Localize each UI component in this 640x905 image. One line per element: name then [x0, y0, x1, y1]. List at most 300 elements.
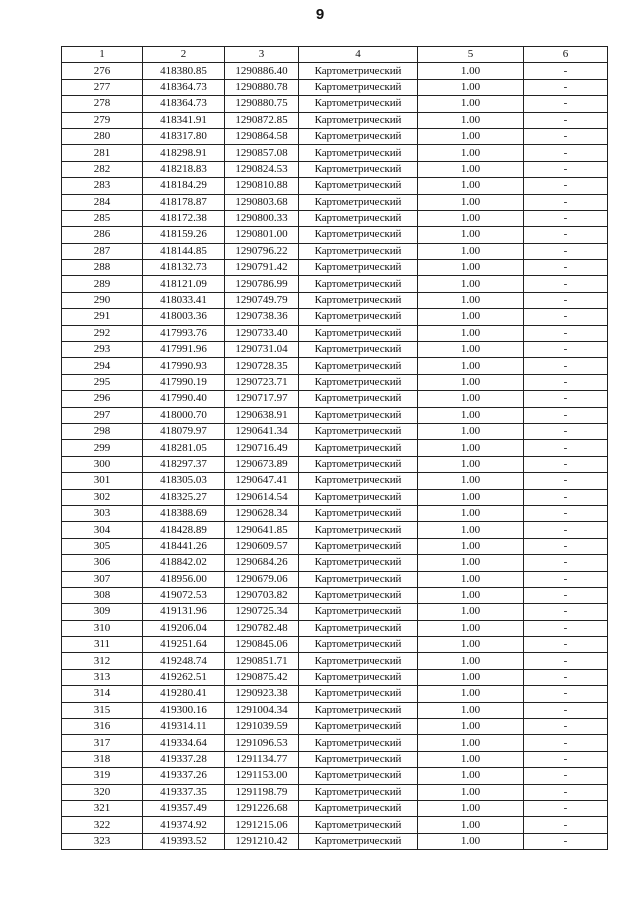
- point-number-cell: 299: [62, 440, 143, 456]
- x-coordinate-cell: 418184.29: [143, 178, 225, 194]
- y-coordinate-cell: 1290864.58: [225, 128, 299, 144]
- table-row: [62, 260, 608, 276]
- table-row: [62, 276, 608, 292]
- table-row: [62, 309, 608, 325]
- table-row: [62, 620, 608, 636]
- y-coordinate-cell: 1290800.33: [225, 210, 299, 226]
- point-number-cell: 309: [62, 604, 143, 620]
- point-number-cell: 305: [62, 538, 143, 554]
- table-row: [62, 637, 608, 653]
- y-coordinate-cell: 1290810.88: [225, 178, 299, 194]
- method-cell: Картометрический: [299, 637, 418, 653]
- y-coordinate-cell: 1290738.36: [225, 309, 299, 325]
- y-coordinate-cell: 1291004.34: [225, 702, 299, 718]
- table-row: [62, 489, 608, 505]
- accuracy-cell: 1.00: [418, 128, 524, 144]
- point-number-cell: 294: [62, 358, 143, 374]
- y-coordinate-cell: 1290638.91: [225, 407, 299, 423]
- note-cell: -: [524, 522, 608, 538]
- method-cell: Картометрический: [299, 653, 418, 669]
- point-number-cell: 318: [62, 751, 143, 767]
- x-coordinate-cell: 419251.64: [143, 637, 225, 653]
- accuracy-cell: 1.00: [418, 325, 524, 341]
- x-coordinate-cell: 419357.49: [143, 800, 225, 816]
- point-number-cell: 277: [62, 79, 143, 95]
- note-cell: -: [524, 112, 608, 128]
- point-number-cell: 314: [62, 686, 143, 702]
- y-coordinate-cell: 1291153.00: [225, 768, 299, 784]
- method-cell: Картометрический: [299, 391, 418, 407]
- accuracy-cell: 1.00: [418, 342, 524, 358]
- note-cell: -: [524, 669, 608, 685]
- table-body: [62, 63, 608, 850]
- note-cell: -: [524, 423, 608, 439]
- note-cell: -: [524, 637, 608, 653]
- accuracy-cell: 1.00: [418, 194, 524, 210]
- note-cell: -: [524, 63, 608, 79]
- x-coordinate-cell: 418003.36: [143, 309, 225, 325]
- point-number-cell: 301: [62, 473, 143, 489]
- y-coordinate-cell: 1291134.77: [225, 751, 299, 767]
- method-cell: Картометрический: [299, 571, 418, 587]
- accuracy-cell: 1.00: [418, 227, 524, 243]
- point-number-cell: 290: [62, 292, 143, 308]
- column-header: 3: [225, 47, 299, 63]
- table-row: [62, 210, 608, 226]
- method-cell: Картометрический: [299, 374, 418, 390]
- y-coordinate-cell: 1290791.42: [225, 260, 299, 276]
- note-cell: -: [524, 260, 608, 276]
- x-coordinate-cell: 418428.89: [143, 522, 225, 538]
- method-cell: Картометрический: [299, 555, 418, 571]
- method-cell: Картометрический: [299, 538, 418, 554]
- point-number-cell: 276: [62, 63, 143, 79]
- point-number-cell: 323: [62, 833, 143, 849]
- x-coordinate-cell: 419280.41: [143, 686, 225, 702]
- table-row: [62, 292, 608, 308]
- table-row: [62, 555, 608, 571]
- method-cell: Картометрический: [299, 473, 418, 489]
- x-coordinate-cell: 418364.73: [143, 96, 225, 112]
- y-coordinate-cell: 1290673.89: [225, 456, 299, 472]
- point-number-cell: 311: [62, 637, 143, 653]
- method-cell: Картометрический: [299, 358, 418, 374]
- y-coordinate-cell: 1290923.38: [225, 686, 299, 702]
- note-cell: -: [524, 538, 608, 554]
- y-coordinate-cell: 1291096.53: [225, 735, 299, 751]
- method-cell: Картометрический: [299, 325, 418, 341]
- point-number-cell: 315: [62, 702, 143, 718]
- method-cell: Картометрический: [299, 669, 418, 685]
- accuracy-cell: 1.00: [418, 637, 524, 653]
- point-number-cell: 303: [62, 505, 143, 521]
- method-cell: Картометрический: [299, 784, 418, 800]
- note-cell: -: [524, 768, 608, 784]
- note-cell: -: [524, 604, 608, 620]
- method-cell: Картометрический: [299, 735, 418, 751]
- accuracy-cell: 1.00: [418, 653, 524, 669]
- x-coordinate-cell: 418218.83: [143, 161, 225, 177]
- point-number-cell: 285: [62, 210, 143, 226]
- note-cell: -: [524, 784, 608, 800]
- method-cell: Картометрический: [299, 178, 418, 194]
- accuracy-cell: 1.00: [418, 555, 524, 571]
- method-cell: Картометрический: [299, 833, 418, 849]
- x-coordinate-cell: 419262.51: [143, 669, 225, 685]
- y-coordinate-cell: 1290875.42: [225, 669, 299, 685]
- note-cell: -: [524, 702, 608, 718]
- x-coordinate-cell: 418281.05: [143, 440, 225, 456]
- method-cell: Картометрический: [299, 128, 418, 144]
- table-row: [62, 178, 608, 194]
- x-coordinate-cell: 419393.52: [143, 833, 225, 849]
- note-cell: -: [524, 587, 608, 603]
- y-coordinate-cell: 1290723.71: [225, 374, 299, 390]
- note-cell: -: [524, 374, 608, 390]
- table-row: [62, 505, 608, 521]
- x-coordinate-cell: 417993.76: [143, 325, 225, 341]
- x-coordinate-cell: 417990.19: [143, 374, 225, 390]
- table-row: [62, 227, 608, 243]
- x-coordinate-cell: 417990.93: [143, 358, 225, 374]
- table-row: [62, 653, 608, 669]
- table-header-row: [62, 47, 608, 63]
- coordinates-table: [61, 46, 608, 850]
- y-coordinate-cell: 1290725.34: [225, 604, 299, 620]
- point-number-cell: 310: [62, 620, 143, 636]
- point-number-cell: 304: [62, 522, 143, 538]
- y-coordinate-cell: 1290679.06: [225, 571, 299, 587]
- y-coordinate-cell: 1290872.85: [225, 112, 299, 128]
- table-row: [62, 374, 608, 390]
- method-cell: Картометрический: [299, 309, 418, 325]
- table-row: [62, 440, 608, 456]
- table-row: [62, 702, 608, 718]
- method-cell: Картометрический: [299, 817, 418, 833]
- point-number-cell: 320: [62, 784, 143, 800]
- method-cell: Картометрический: [299, 719, 418, 735]
- table-row: [62, 571, 608, 587]
- y-coordinate-cell: 1290796.22: [225, 243, 299, 259]
- y-coordinate-cell: 1290749.79: [225, 292, 299, 308]
- x-coordinate-cell: 418364.73: [143, 79, 225, 95]
- x-coordinate-cell: 418079.97: [143, 423, 225, 439]
- point-number-cell: 295: [62, 374, 143, 390]
- accuracy-cell: 1.00: [418, 751, 524, 767]
- accuracy-cell: 1.00: [418, 538, 524, 554]
- x-coordinate-cell: 419206.04: [143, 620, 225, 636]
- x-coordinate-cell: 418033.41: [143, 292, 225, 308]
- point-number-cell: 302: [62, 489, 143, 505]
- y-coordinate-cell: 1291039.59: [225, 719, 299, 735]
- table-row: [62, 145, 608, 161]
- table-row: [62, 833, 608, 849]
- note-cell: -: [524, 800, 608, 816]
- x-coordinate-cell: 418341.91: [143, 112, 225, 128]
- point-number-cell: 322: [62, 817, 143, 833]
- table-row: [62, 538, 608, 554]
- column-header: 6: [524, 47, 608, 63]
- accuracy-cell: 1.00: [418, 276, 524, 292]
- accuracy-cell: 1.00: [418, 112, 524, 128]
- x-coordinate-cell: 419337.35: [143, 784, 225, 800]
- note-cell: -: [524, 391, 608, 407]
- accuracy-cell: 1.00: [418, 604, 524, 620]
- point-number-cell: 278: [62, 96, 143, 112]
- table-row: [62, 161, 608, 177]
- point-number-cell: 286: [62, 227, 143, 243]
- note-cell: -: [524, 342, 608, 358]
- point-number-cell: 283: [62, 178, 143, 194]
- y-coordinate-cell: 1290880.78: [225, 79, 299, 95]
- accuracy-cell: 1.00: [418, 391, 524, 407]
- method-cell: Картометрический: [299, 800, 418, 816]
- method-cell: Картометрический: [299, 522, 418, 538]
- table-row: [62, 112, 608, 128]
- method-cell: Картометрический: [299, 161, 418, 177]
- table-row: [62, 768, 608, 784]
- method-cell: Картометрический: [299, 456, 418, 472]
- x-coordinate-cell: 419072.53: [143, 587, 225, 603]
- method-cell: Картометрический: [299, 227, 418, 243]
- accuracy-cell: 1.00: [418, 800, 524, 816]
- y-coordinate-cell: 1290786.99: [225, 276, 299, 292]
- x-coordinate-cell: 418132.73: [143, 260, 225, 276]
- method-cell: Картометрический: [299, 686, 418, 702]
- accuracy-cell: 1.00: [418, 505, 524, 521]
- method-cell: Картометрический: [299, 768, 418, 784]
- accuracy-cell: 1.00: [418, 571, 524, 587]
- method-cell: Картометрический: [299, 96, 418, 112]
- column-header: 2: [143, 47, 225, 63]
- method-cell: Картометрический: [299, 440, 418, 456]
- point-number-cell: 282: [62, 161, 143, 177]
- accuracy-cell: 1.00: [418, 243, 524, 259]
- method-cell: Картометрический: [299, 587, 418, 603]
- table-row: [62, 817, 608, 833]
- x-coordinate-cell: 418317.80: [143, 128, 225, 144]
- note-cell: -: [524, 719, 608, 735]
- y-coordinate-cell: 1290728.35: [225, 358, 299, 374]
- x-coordinate-cell: 419248.74: [143, 653, 225, 669]
- table-row: [62, 391, 608, 407]
- accuracy-cell: 1.00: [418, 178, 524, 194]
- column-header: 5: [418, 47, 524, 63]
- accuracy-cell: 1.00: [418, 309, 524, 325]
- y-coordinate-cell: 1290880.75: [225, 96, 299, 112]
- note-cell: -: [524, 96, 608, 112]
- method-cell: Картометрический: [299, 63, 418, 79]
- accuracy-cell: 1.00: [418, 440, 524, 456]
- note-cell: -: [524, 407, 608, 423]
- x-coordinate-cell: 419131.96: [143, 604, 225, 620]
- point-number-cell: 289: [62, 276, 143, 292]
- y-coordinate-cell: 1291198.79: [225, 784, 299, 800]
- table-row: [62, 604, 608, 620]
- note-cell: -: [524, 292, 608, 308]
- x-coordinate-cell: 418297.37: [143, 456, 225, 472]
- table-row: [62, 751, 608, 767]
- x-coordinate-cell: 418956.00: [143, 571, 225, 587]
- column-header: 4: [299, 47, 418, 63]
- table-row: [62, 719, 608, 735]
- accuracy-cell: 1.00: [418, 784, 524, 800]
- table-row: [62, 63, 608, 79]
- point-number-cell: 319: [62, 768, 143, 784]
- note-cell: -: [524, 194, 608, 210]
- note-cell: -: [524, 505, 608, 521]
- x-coordinate-cell: 418388.69: [143, 505, 225, 521]
- y-coordinate-cell: 1290845.06: [225, 637, 299, 653]
- table-row: [62, 784, 608, 800]
- accuracy-cell: 1.00: [418, 145, 524, 161]
- y-coordinate-cell: 1290609.57: [225, 538, 299, 554]
- point-number-cell: 287: [62, 243, 143, 259]
- note-cell: -: [524, 210, 608, 226]
- method-cell: Картометрический: [299, 79, 418, 95]
- method-cell: Картометрический: [299, 407, 418, 423]
- x-coordinate-cell: 419337.26: [143, 768, 225, 784]
- table-row: [62, 423, 608, 439]
- point-number-cell: 284: [62, 194, 143, 210]
- accuracy-cell: 1.00: [418, 374, 524, 390]
- point-number-cell: 297: [62, 407, 143, 423]
- method-cell: Картометрический: [299, 423, 418, 439]
- accuracy-cell: 1.00: [418, 456, 524, 472]
- y-coordinate-cell: 1290684.26: [225, 555, 299, 571]
- note-cell: -: [524, 243, 608, 259]
- y-coordinate-cell: 1290803.68: [225, 194, 299, 210]
- accuracy-cell: 1.00: [418, 473, 524, 489]
- note-cell: -: [524, 735, 608, 751]
- x-coordinate-cell: 418441.26: [143, 538, 225, 554]
- column-header: 1: [62, 47, 143, 63]
- note-cell: -: [524, 161, 608, 177]
- point-number-cell: 293: [62, 342, 143, 358]
- point-number-cell: 312: [62, 653, 143, 669]
- accuracy-cell: 1.00: [418, 358, 524, 374]
- y-coordinate-cell: 1291210.42: [225, 833, 299, 849]
- x-coordinate-cell: 418000.70: [143, 407, 225, 423]
- point-number-cell: 317: [62, 735, 143, 751]
- accuracy-cell: 1.00: [418, 161, 524, 177]
- y-coordinate-cell: 1290614.54: [225, 489, 299, 505]
- method-cell: Картометрический: [299, 112, 418, 128]
- accuracy-cell: 1.00: [418, 768, 524, 784]
- method-cell: Картометрический: [299, 292, 418, 308]
- y-coordinate-cell: 1291215.06: [225, 817, 299, 833]
- accuracy-cell: 1.00: [418, 79, 524, 95]
- table-row: [62, 79, 608, 95]
- x-coordinate-cell: 417990.40: [143, 391, 225, 407]
- y-coordinate-cell: 1290824.53: [225, 161, 299, 177]
- y-coordinate-cell: 1290851.71: [225, 653, 299, 669]
- point-number-cell: 308: [62, 587, 143, 603]
- table-row: [62, 686, 608, 702]
- x-coordinate-cell: 419374.92: [143, 817, 225, 833]
- x-coordinate-cell: 418121.09: [143, 276, 225, 292]
- method-cell: Картометрический: [299, 145, 418, 161]
- note-cell: -: [524, 686, 608, 702]
- note-cell: -: [524, 653, 608, 669]
- point-number-cell: 307: [62, 571, 143, 587]
- accuracy-cell: 1.00: [418, 686, 524, 702]
- accuracy-cell: 1.00: [418, 669, 524, 685]
- method-cell: Картометрический: [299, 260, 418, 276]
- table-row: [62, 243, 608, 259]
- accuracy-cell: 1.00: [418, 817, 524, 833]
- accuracy-cell: 1.00: [418, 63, 524, 79]
- y-coordinate-cell: 1290641.85: [225, 522, 299, 538]
- x-coordinate-cell: 418159.26: [143, 227, 225, 243]
- table-row: [62, 587, 608, 603]
- note-cell: -: [524, 276, 608, 292]
- point-number-cell: 292: [62, 325, 143, 341]
- note-cell: -: [524, 489, 608, 505]
- x-coordinate-cell: 418380.85: [143, 63, 225, 79]
- table-row: [62, 669, 608, 685]
- method-cell: Картометрический: [299, 210, 418, 226]
- y-coordinate-cell: 1290703.82: [225, 587, 299, 603]
- table-row: [62, 128, 608, 144]
- point-number-cell: 321: [62, 800, 143, 816]
- point-number-cell: 279: [62, 112, 143, 128]
- y-coordinate-cell: 1290716.49: [225, 440, 299, 456]
- y-coordinate-cell: 1290801.00: [225, 227, 299, 243]
- accuracy-cell: 1.00: [418, 735, 524, 751]
- point-number-cell: 280: [62, 128, 143, 144]
- note-cell: -: [524, 473, 608, 489]
- x-coordinate-cell: 417991.96: [143, 342, 225, 358]
- method-cell: Картометрический: [299, 243, 418, 259]
- y-coordinate-cell: 1290731.04: [225, 342, 299, 358]
- point-number-cell: 316: [62, 719, 143, 735]
- note-cell: -: [524, 128, 608, 144]
- y-coordinate-cell: 1290647.41: [225, 473, 299, 489]
- y-coordinate-cell: 1291226.68: [225, 800, 299, 816]
- x-coordinate-cell: 418172.38: [143, 210, 225, 226]
- note-cell: -: [524, 79, 608, 95]
- y-coordinate-cell: 1290717.97: [225, 391, 299, 407]
- x-coordinate-cell: 418842.02: [143, 555, 225, 571]
- accuracy-cell: 1.00: [418, 407, 524, 423]
- accuracy-cell: 1.00: [418, 489, 524, 505]
- table-row: [62, 522, 608, 538]
- accuracy-cell: 1.00: [418, 522, 524, 538]
- note-cell: -: [524, 817, 608, 833]
- method-cell: Картометрический: [299, 604, 418, 620]
- point-number-cell: 288: [62, 260, 143, 276]
- point-number-cell: 306: [62, 555, 143, 571]
- table-row: [62, 325, 608, 341]
- method-cell: Картометрический: [299, 751, 418, 767]
- point-number-cell: 313: [62, 669, 143, 685]
- table-row: [62, 96, 608, 112]
- method-cell: Картометрический: [299, 620, 418, 636]
- x-coordinate-cell: 418325.27: [143, 489, 225, 505]
- y-coordinate-cell: 1290857.08: [225, 145, 299, 161]
- note-cell: -: [524, 325, 608, 341]
- x-coordinate-cell: 418178.87: [143, 194, 225, 210]
- note-cell: -: [524, 751, 608, 767]
- accuracy-cell: 1.00: [418, 719, 524, 735]
- accuracy-cell: 1.00: [418, 423, 524, 439]
- method-cell: Картометрический: [299, 505, 418, 521]
- y-coordinate-cell: 1290733.40: [225, 325, 299, 341]
- note-cell: -: [524, 178, 608, 194]
- note-cell: -: [524, 456, 608, 472]
- x-coordinate-cell: 419334.64: [143, 735, 225, 751]
